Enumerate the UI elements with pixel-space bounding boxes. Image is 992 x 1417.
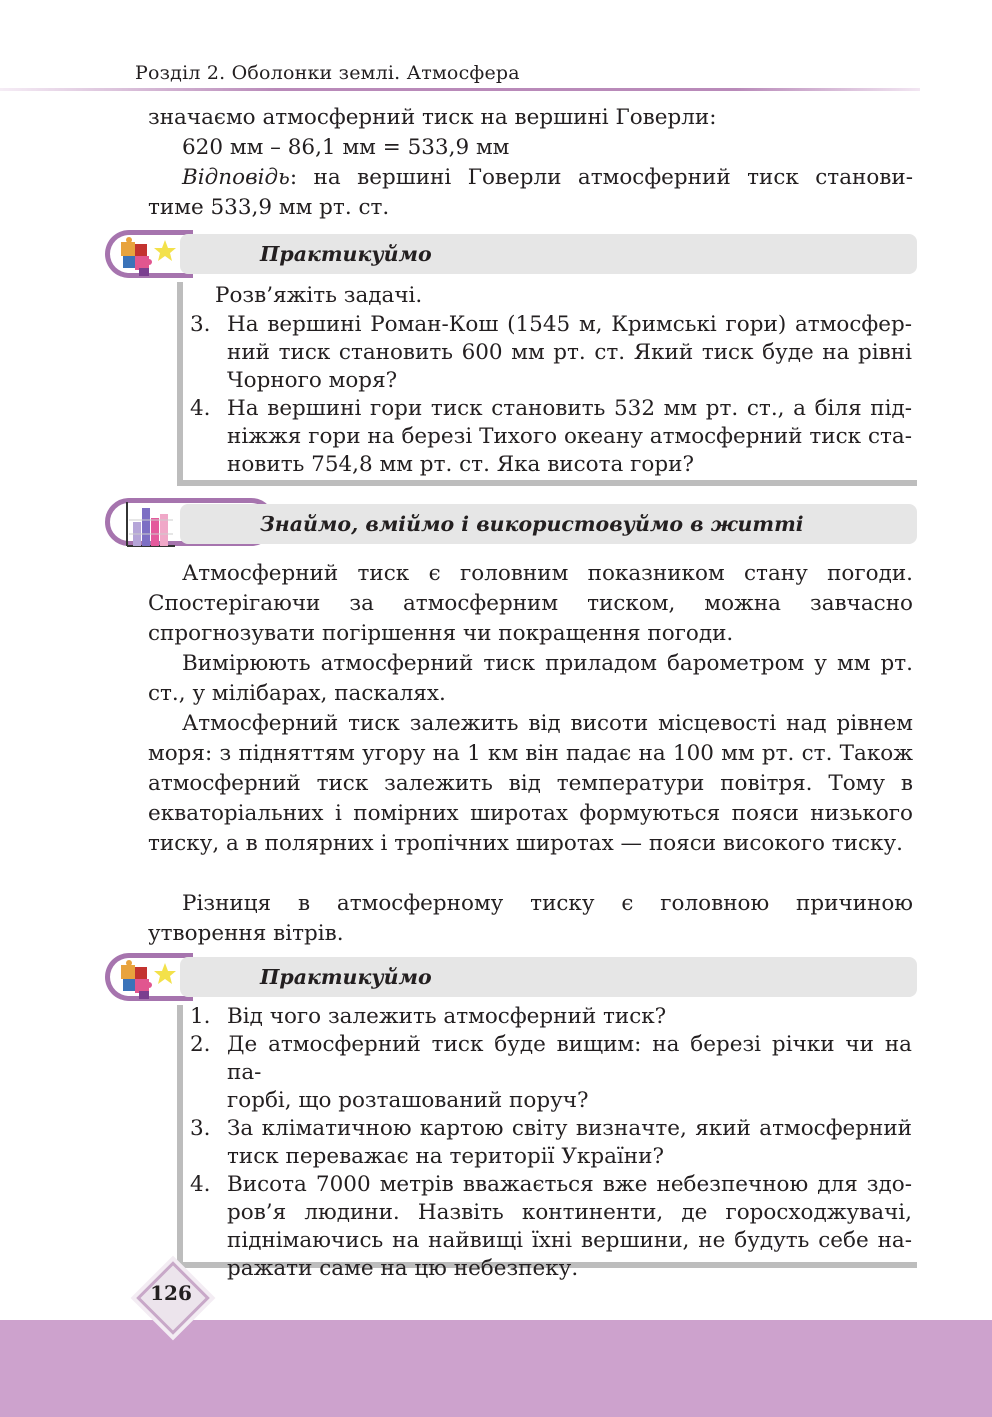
list-item-cont (190, 1227, 912, 1255)
item-line: ніжжя гори на березі Тихого океану атмосферний тиск ста- (227, 424, 912, 449)
item-line: тиск переважає на території України? (227, 1144, 664, 1169)
section-title: Практикуймо (260, 242, 432, 266)
item-line: Висота 7000 метрів вважається вже небезпечною для здо- (227, 1172, 912, 1197)
item-line: На вершині гори тиск становить 532 мм рт. ст., а біля під- (227, 396, 912, 421)
practice-lead: Розв’яжіть задачі. (215, 283, 423, 308)
section-border-left (177, 282, 183, 480)
puzzle-icon (113, 957, 181, 1001)
list-item (190, 1115, 912, 1143)
answer-label: Відповідь (182, 165, 290, 190)
list-item-cont (190, 339, 912, 367)
item-line: Чорного моря? (227, 368, 398, 393)
section-title: Практикуймо (260, 965, 432, 989)
item-line: На вершині Роман-Кош (1545 м, Кримські гори) атмосфер- (227, 312, 912, 337)
item-number: 4. (190, 396, 211, 421)
list-item-cont (190, 1199, 912, 1227)
item-number: 3. (190, 1116, 211, 1141)
item-line: ний тиск становить 600 мм рт. ст. Який тиск буде на рівні (227, 340, 912, 365)
paragraph: Різниця в атмосферному тиску є головною причиною утворення вітрів. (148, 891, 913, 946)
page-number: 126 (150, 1281, 192, 1305)
running-title: Розділ 2. Оболонки землі. Атмосфера (135, 62, 520, 84)
section-border-bottom (177, 480, 917, 486)
paragraph: Атмосферний тиск залежить від висоти місцевості над рівнем моря: з підняттям угору на 1 км він падає на 100 мм рт. ст. Також атмосферний тиск залежить від температури повітря. Тому в екваторіальних і помірних широтах формуються пояси низького тиску, а в полярних і тропічних широтах — пояси високого тиску. (148, 711, 913, 856)
answer-text: : на вершині Говерли атмосферний тиск станови- (289, 165, 913, 190)
item-line: ров’я людини. Назвіть континенти, де горосходжувачі, (227, 1200, 912, 1225)
list-item (190, 311, 912, 339)
list-item-cont (190, 1087, 912, 1115)
item-number: 1. (190, 1004, 211, 1029)
list-item-cont (190, 367, 912, 395)
list-item (190, 1003, 912, 1031)
item-line: Де атмосферний тиск буде вищим: на березі річки чи на па- (227, 1032, 912, 1085)
footer-band (0, 1320, 992, 1417)
paragraph: Атмосферний тиск є головним показником стану погоди. Спостерігаючи за атмосферним тиском, можна завчасно спрогнозувати погіршення чи покращення погоди. (148, 561, 913, 646)
paragraph: Вимірюють атмосферний тиск приладом барометром у мм рт. ст., у мілібарах, паскалях. (148, 651, 913, 706)
item-line: За кліматичною картою світу визначте, який атмосферний (227, 1116, 912, 1141)
puzzle-icon (113, 234, 181, 278)
section-border-left (177, 1005, 183, 1262)
formula: 620 мм – 86,1 мм = 533,9 мм (182, 135, 510, 160)
list-item (190, 1031, 912, 1087)
section-title: Знаймо, вміймо і використовуймо в житті (260, 512, 804, 536)
item-line: ражати саме на цю небезпеку. (227, 1256, 579, 1281)
item-line: Від чого залежить атмосферний тиск? (227, 1004, 667, 1029)
list-item (190, 395, 912, 423)
page-number-badge (140, 1265, 202, 1327)
item-number: 3. (190, 312, 211, 337)
header-divider (0, 88, 920, 91)
list-item-cont (190, 423, 912, 451)
list-item (190, 1171, 912, 1199)
item-line: піднімаючись на найвищі їхні вершини, не будуть себе на- (227, 1228, 912, 1253)
item-number: 2. (190, 1032, 211, 1057)
list-item-cont (190, 1255, 912, 1283)
list-item-cont (190, 451, 912, 479)
know-section (105, 498, 917, 553)
chart-icon (125, 500, 177, 548)
answer-line (182, 163, 913, 193)
item-line: новить 754,8 мм рт. ст. Яка висота гори? (227, 452, 694, 477)
item-number: 4. (190, 1172, 211, 1197)
practice2-list (190, 1003, 912, 1283)
answer-tail: тиме 533,9 мм рт. ст. (148, 195, 390, 220)
practice1-list (190, 311, 912, 479)
intro-line: значаємо атмосферний тиск на вершині Говерли: (148, 105, 717, 130)
list-item-cont (190, 1143, 912, 1171)
item-line: горбі, що розташований поруч? (227, 1088, 589, 1113)
